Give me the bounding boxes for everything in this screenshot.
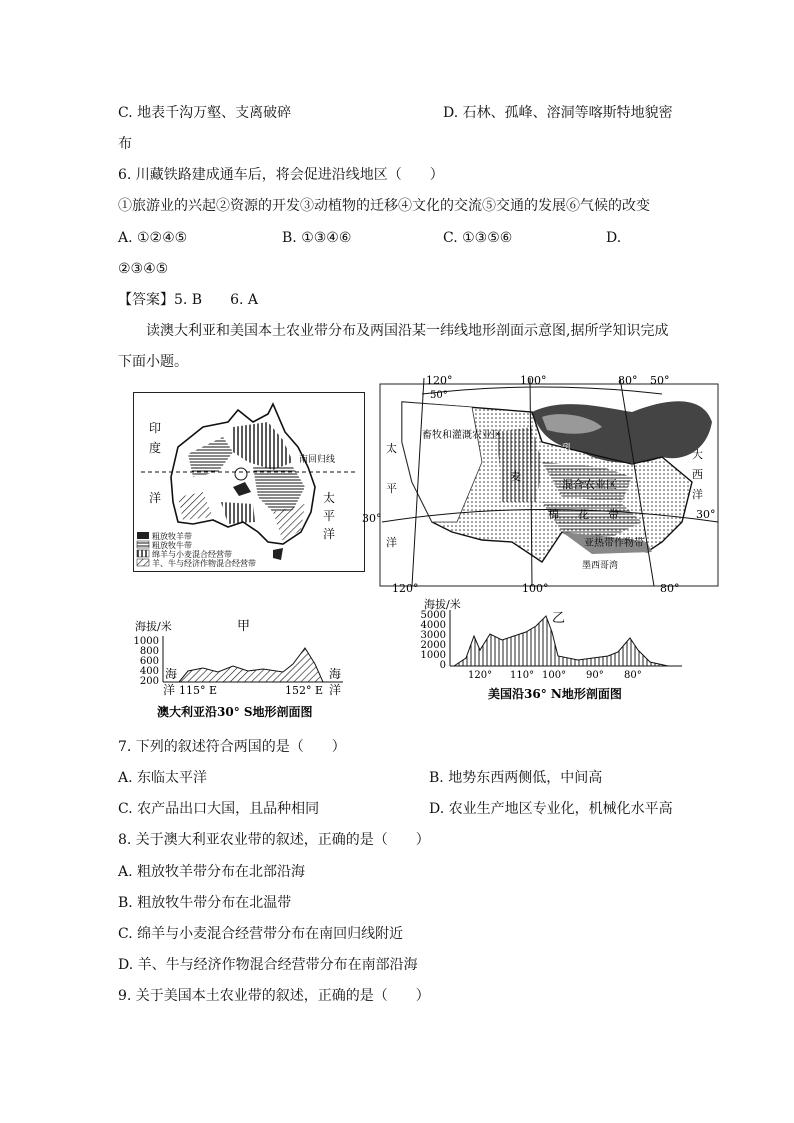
aus-tick-800: 800 <box>139 646 159 657</box>
us-lat-left: 30° <box>362 512 382 525</box>
q6-option-a: A. ①②④⑤ <box>118 230 188 246</box>
us-lon-bottom-0: 120° <box>392 582 419 594</box>
label-pacific-3: 洋 <box>323 527 336 541</box>
us-pacific-2: 平 <box>386 482 397 495</box>
q8-option-a: A. 粗放牧羊带分布在北部沿海 <box>118 864 306 880</box>
answer-line: 【答案】5. B 6. A <box>118 292 259 308</box>
us-wheat-label: 麦 <box>510 470 521 483</box>
us-pacific-1: 太 <box>386 442 397 455</box>
intro-line-2: 下面小题。 <box>118 354 188 370</box>
us-agriculture-map <box>362 372 722 594</box>
aus-left-sea-1: 海 <box>165 667 178 681</box>
us-lat-top: 50° <box>650 374 670 387</box>
aus-tick-400: 400 <box>139 666 159 677</box>
us-subtropical-label: 亚热带作物带 <box>584 538 644 549</box>
us-mixed-label: 混合农业区 <box>562 478 617 491</box>
q9-stem: 9. 关于美国本土农业带的叙述，正确的是（ ） <box>118 988 430 1004</box>
q5-option-d-continued: 布 <box>118 136 132 152</box>
label-indian-ocean-3: 洋 <box>149 491 162 505</box>
aus-tick-600: 600 <box>139 656 159 667</box>
aus-tick-1000: 1000 <box>133 636 159 647</box>
us-tick-3000: 3000 <box>420 630 446 641</box>
legend-item-0: 粗放牧羊带 <box>152 532 192 541</box>
q6-stem: 6. 川藏铁路建成通车后，将会促进沿线地区（ ） <box>118 167 444 183</box>
us-ranch-label: 畜牧和灌溉农业区 <box>422 430 502 441</box>
aus-lon-right: 152° E <box>285 684 324 697</box>
us-tick-0: 0 <box>439 660 446 671</box>
q8-option-d: D. 羊、牛与经济作物混合经营带分布在南部沿海 <box>118 957 418 973</box>
q7-option-c: C. 农产品出口大国，且品种相同 <box>118 801 320 817</box>
us-lon-top-0: 120° <box>426 374 453 387</box>
label-pacific-1: 太 <box>323 491 336 505</box>
aus-profile-ylabel: 海拔/米 <box>135 620 172 633</box>
q8-stem: 8. 关于澳大利亚农业带的叙述，正确的是（ ） <box>118 832 430 848</box>
us-lat-right: 30° <box>696 508 716 521</box>
us-atlantic-2: 西 <box>692 468 703 481</box>
q5-option-d: D. 石林、孤峰、溶洞等喀斯特地貌密 <box>443 105 673 121</box>
label-indian-ocean-1: 印 <box>149 421 162 435</box>
us-cotton-3: 带 <box>608 508 619 521</box>
aus-lon-left: 115° E <box>179 684 218 697</box>
us-profile-lon-1: 110° <box>510 670 535 681</box>
q8-option-c: C. 绵羊与小麦混合经营带分布在南回归线附近 <box>118 926 404 942</box>
australia-agriculture-map <box>133 392 365 572</box>
us-atlantic-3: 洋 <box>692 488 703 501</box>
us-dairy-label: 乳 <box>562 442 573 455</box>
label-pacific-2: 平 <box>323 509 336 523</box>
q6-option-c: C. ①③⑤⑥ <box>443 230 513 246</box>
us-profile-lon-2: 100° <box>542 670 567 681</box>
us-cotton-2: 花 <box>578 508 589 521</box>
q6-option-d-continued: ②③④⑤ <box>118 261 169 277</box>
label-tropic-capricorn: 南回归线 <box>299 455 336 465</box>
q6-items: ①旅游业的兴起②资源的开发③动植物的迁移④文化的交流⑤交通的发展⑥气候的改变 <box>118 198 650 214</box>
australia-profile <box>133 616 355 722</box>
us-tick-5000: 5000 <box>420 610 446 621</box>
us-tick-2000: 2000 <box>420 640 446 651</box>
aus-right-sea-2: 洋 <box>329 683 342 697</box>
q6-option-d: D. <box>606 230 622 246</box>
us-profile <box>418 596 694 708</box>
us-lon-top-2: 80° <box>618 374 638 387</box>
q7-option-b: B. 地势东西两侧低，中间高 <box>429 770 603 786</box>
us-tick-1000: 1000 <box>420 650 446 661</box>
aus-profile-caption: 澳大利亚沿30° S地形剖面图 <box>157 705 313 719</box>
us-gulf-label: 墨西哥湾 <box>582 561 619 571</box>
q6-option-b: B. ①③④⑥ <box>282 230 352 246</box>
us-lat-50: 50° <box>430 390 448 401</box>
q5-option-c: C. 地表千沟万壑、支离破碎 <box>118 105 292 121</box>
us-profile-marker: 乙 <box>552 611 566 626</box>
legend-item-1: 粗放牧牛带 <box>152 541 192 550</box>
q7-option-d: D. 农业生产地区专业化，机械化水平高 <box>429 801 673 817</box>
us-profile-lon-3: 90° <box>586 670 604 681</box>
us-cotton-1: 棉 <box>548 508 559 521</box>
us-lon-bottom-1: 100° <box>522 582 549 594</box>
aus-left-sea-2: 洋 <box>163 683 176 697</box>
legend-item-2: 绵羊与小麦混合经营带 <box>152 550 232 559</box>
us-profile-caption: 美国沿36° N地形剖面图 <box>488 687 622 701</box>
q7-stem: 7. 下列的叙述符合两国的是（ ） <box>118 739 346 755</box>
q7-option-a: A. 东临太平洋 <box>118 770 208 786</box>
aus-right-sea-1: 海 <box>329 667 342 681</box>
us-profile-ylabel: 海拔/米 <box>424 598 461 611</box>
intro-line-1: 读澳大利亚和美国本土农业带分布及两国沿某一纬线地形剖面示意图,据所学知识完成 <box>146 323 669 339</box>
aus-profile-marker: 甲 <box>237 619 251 634</box>
us-pacific-3: 洋 <box>386 536 397 549</box>
q8-option-b: B. 粗放牧牛带分布在北温带 <box>118 895 292 911</box>
us-lon-top-1: 100° <box>520 374 547 387</box>
legend-item-3: 羊、牛与经济作物混合经营带 <box>152 559 256 568</box>
us-profile-lon-4: 80° <box>624 670 642 681</box>
us-profile-lon-0: 120° <box>468 670 493 681</box>
us-lon-bottom-2: 80° <box>660 582 680 594</box>
us-tick-4000: 4000 <box>420 620 446 631</box>
label-indian-ocean-2: 度 <box>149 441 162 455</box>
us-atlantic-1: 大 <box>692 448 703 461</box>
aus-tick-200: 200 <box>139 676 159 687</box>
